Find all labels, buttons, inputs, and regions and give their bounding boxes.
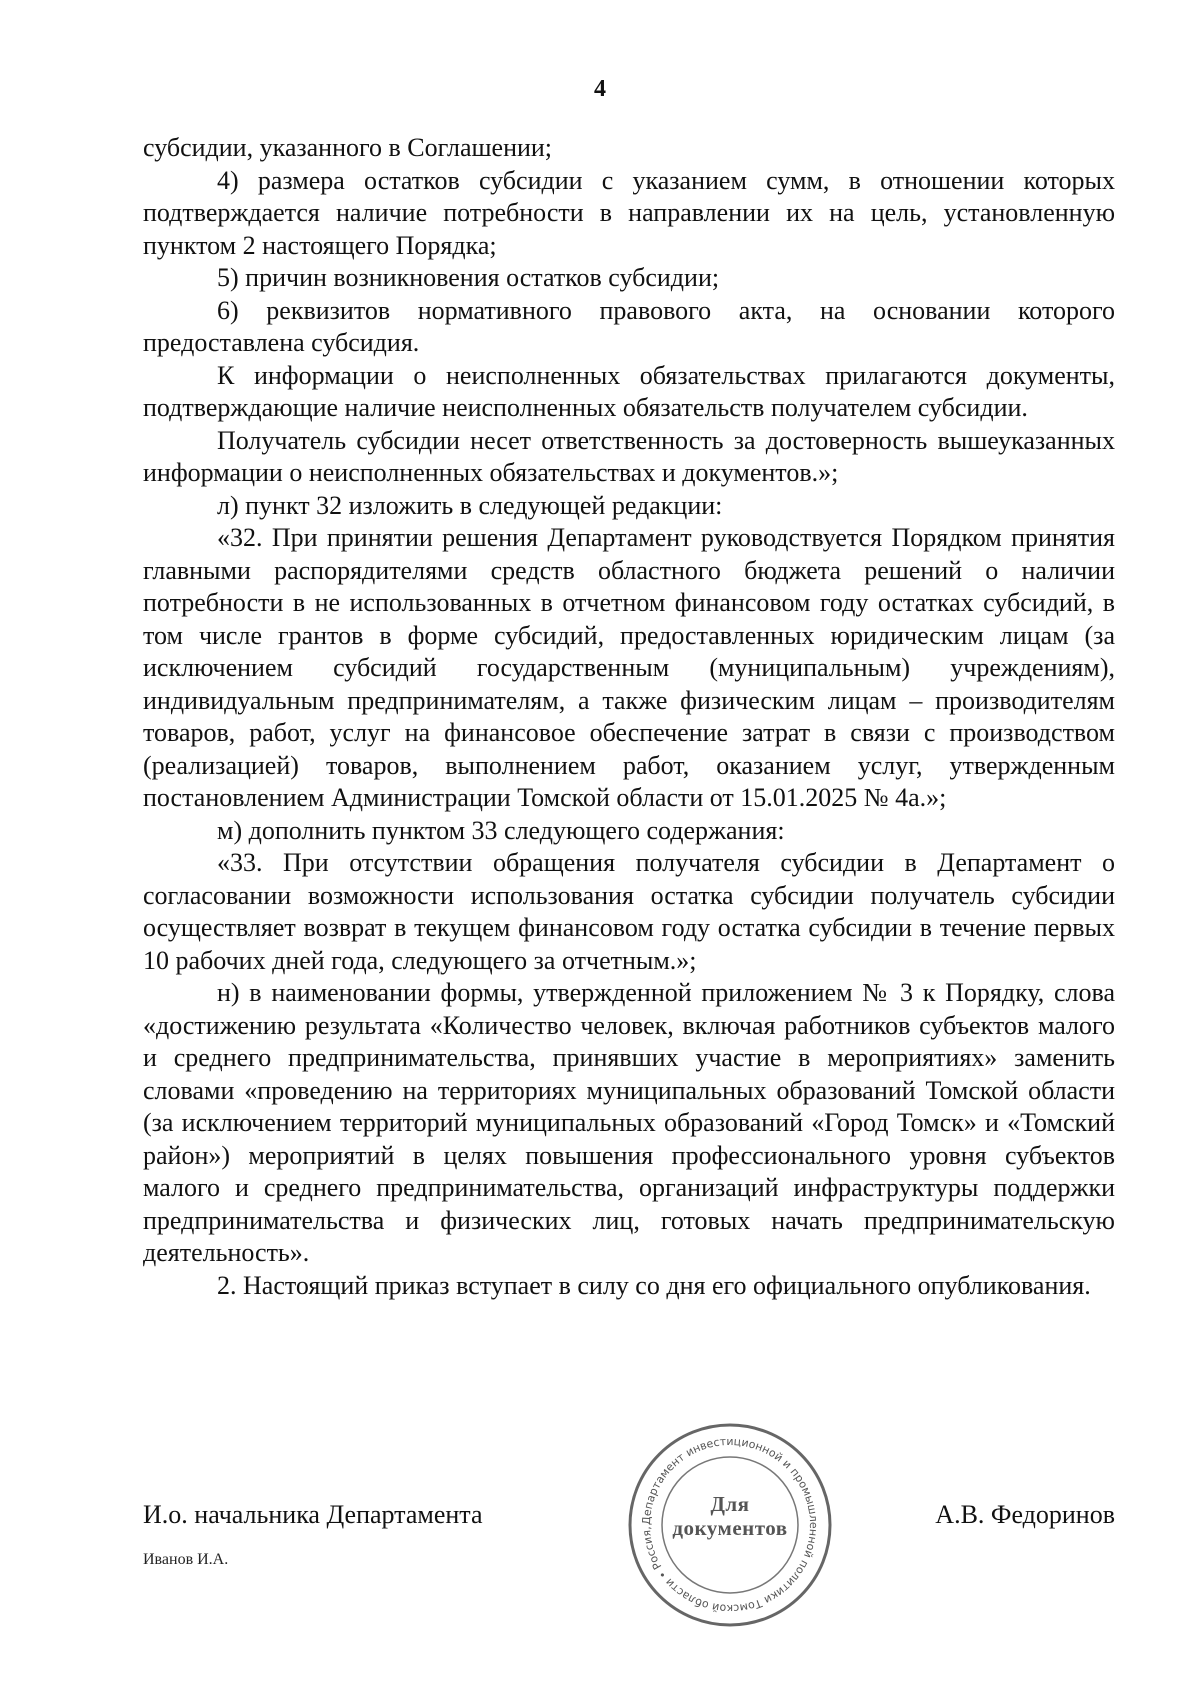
paragraph: К информации о неисполненных обязательствах прилагаются документы, подтверждающие наличие неисполненных обязательств получателем субсидии.	[143, 360, 1115, 422]
stamp-center-line: документов	[672, 1516, 788, 1540]
paragraph: н) в наименовании формы, утвержденной приложением № 3 к Порядку, слова «достижению результата «Количество человек, включая работников субъектов малого и среднего предпринимательства, принявших участие в мероприятиях» заменить словами «проведению на территориях муниципальных образований Томской области (за исключением территорий муниципальных образований «Город Томск» и «Томский район») мероприятий в целях повышения профессионального уровня субъектов малого и среднего предпринимательства, организаций инфраструктуры поддержки предпринимательства и физических лиц, готовых начать предпринимательскую деятельность».	[143, 978, 1115, 1267]
paragraph: л) пункт 32 изложить в следующей редакции:	[217, 490, 723, 520]
paragraph: субсидии, указанного в Соглашении;	[143, 133, 553, 162]
stamp-ring-text: Департамент инвестиционной и промышленной политики Томской области • Россия,	[639, 1434, 821, 1616]
paragraph: 2. Настоящий приказ вступает в силу со дня его официального опубликования.	[217, 1270, 1091, 1300]
paragraph: 5) причин возникновения остатков субсидии;	[217, 263, 720, 292]
signatory-title: И.о. начальника Департамента	[143, 1500, 483, 1529]
paragraph: м) дополнить пунктом 33 следующего содержания:	[217, 815, 785, 845]
paragraph: «32. При принятии решения Департамент руководствуется Порядком принятия главными распорядителями средств областного бюджета решений о наличии потребности в не использованных в отчетном финансовом году остатках субсидий, в том числе грантов в форме субсидий, предоставленных юридическим лицам (за исключением субсидий государственным (муниципальным) учреждениям), индивидуальным предпринимателям, а также физическим лицам – производителям товаров, работ, услуг на финансовое обеспечение затрат в связи с производством (реализацией) товаров, выполнением работ, оказанием услуг, утвержденным постановлением Администрации Томской области от 15.01.2025 № 4а.»;	[143, 523, 1115, 812]
paragraph: 6) реквизитов нормативного правового акта, на основании которого предоставлена субсидия.	[143, 295, 1115, 357]
official-stamp	[625, 1420, 835, 1630]
page-number: 4	[594, 76, 606, 102]
document-body	[143, 132, 1115, 1302]
paragraph: Получатель субсидии несет ответственность за достоверность вышеуказанных информации о неисполненных обязательствах и документов.»;	[143, 425, 1115, 487]
paragraph: 4) размера остатков субсидии с указанием сумм, в отношении которых подтверждается наличие потребности в направлении их на цель, установленную пунктом 2 настоящего Порядка;	[143, 165, 1115, 260]
stamp-center-text	[625, 1492, 835, 1540]
paragraph: «33. При отсутствии обращения получателя субсидии в Департамент о согласовании возможности использования остатка субсидии получатель субсидии осуществляет возврат в текущем финансовом году остатка субсидии в течение первых 10 рабочих дней года, следующего за отчетным.»;	[143, 848, 1115, 975]
signatory-name: А.В. Федоринов	[935, 1500, 1115, 1529]
stamp-center-line: Для	[710, 1492, 750, 1516]
executor-name: Иванов И.А.	[143, 1551, 229, 1568]
